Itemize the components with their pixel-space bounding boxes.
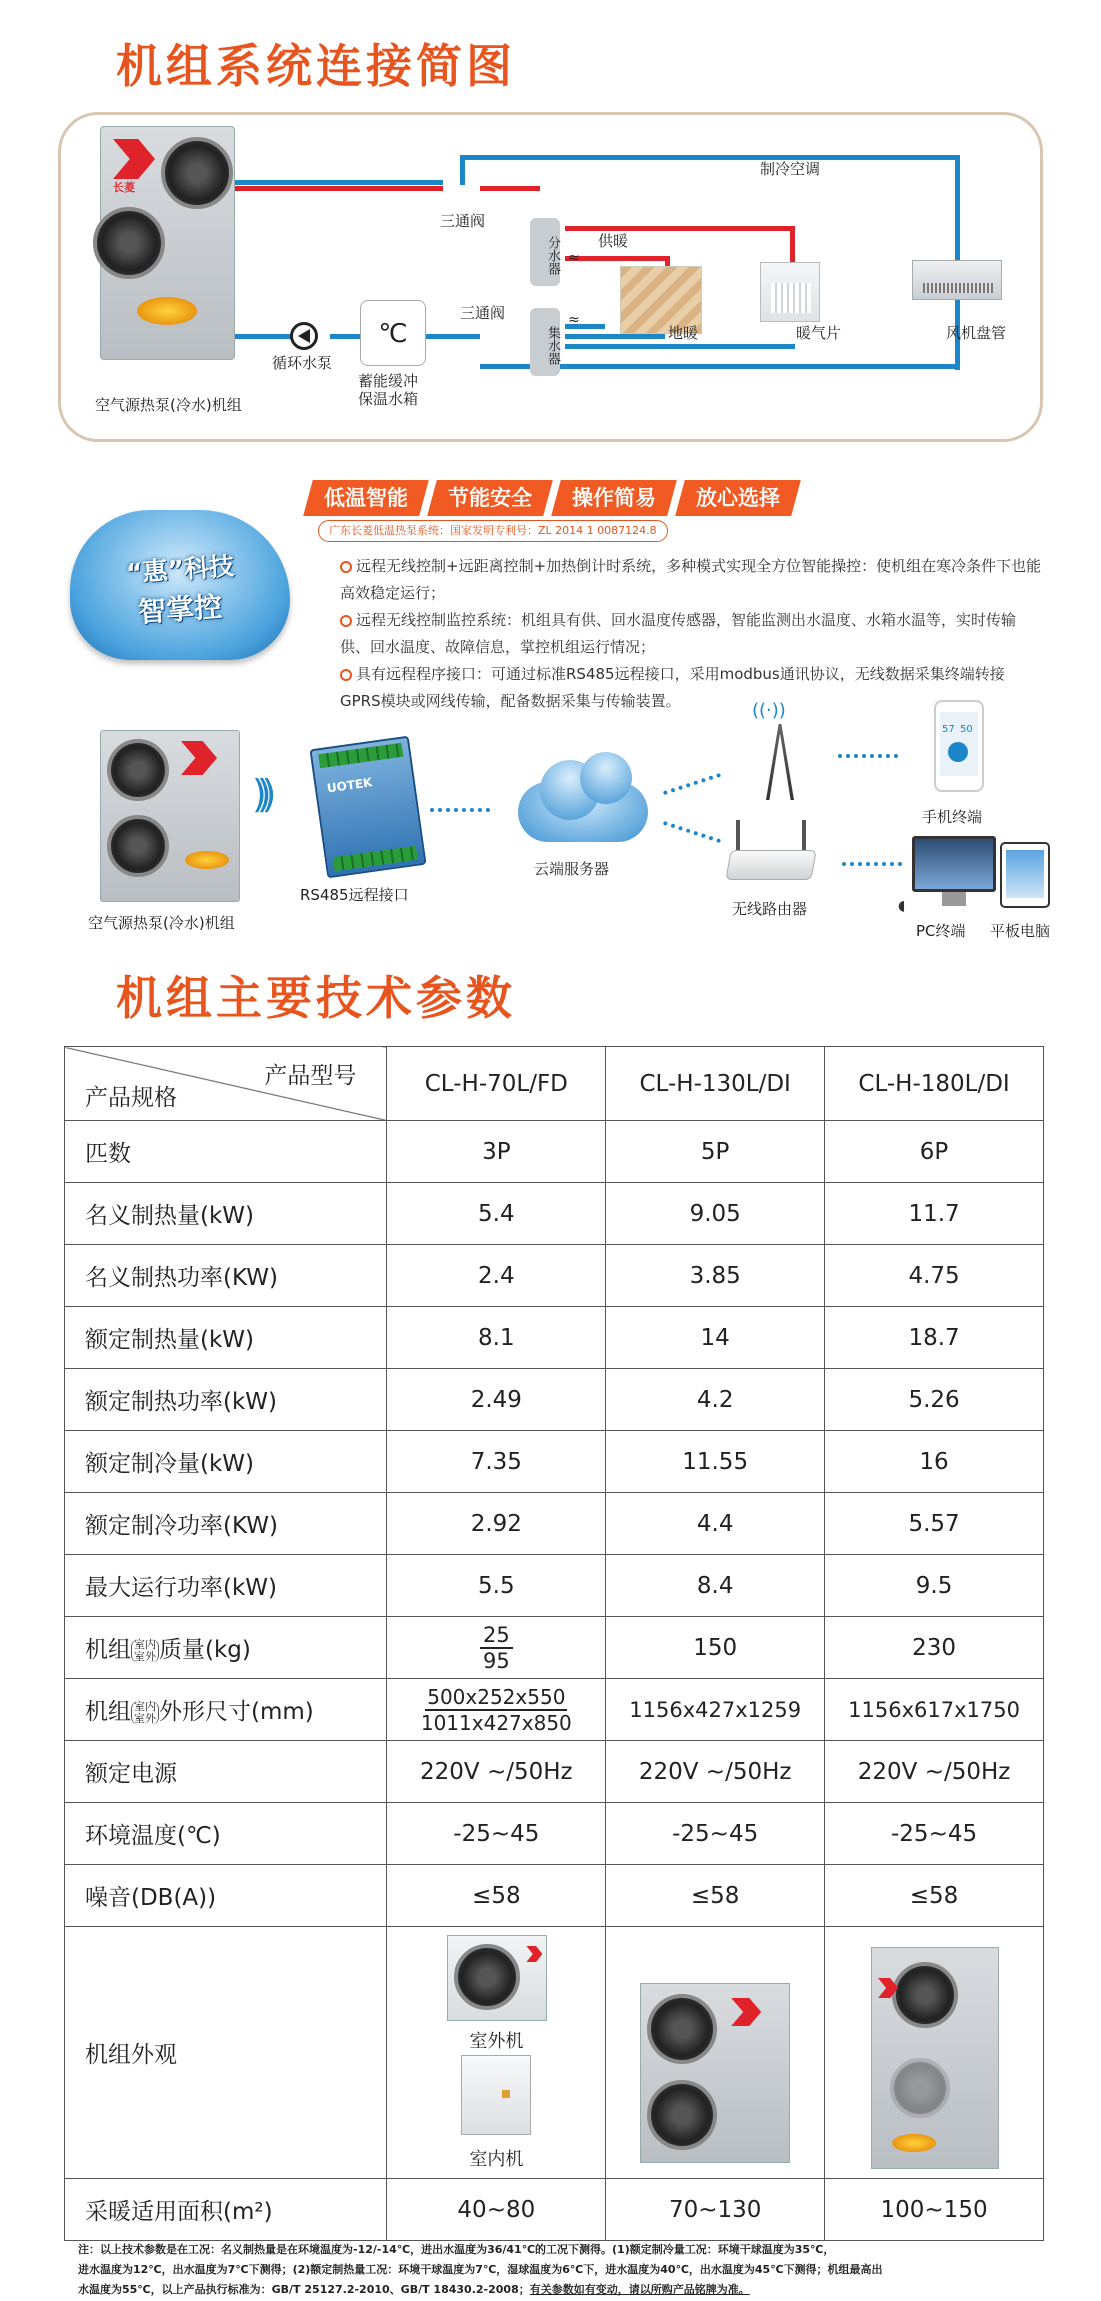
table-row — [65, 1307, 1044, 1369]
router-icon — [728, 820, 814, 880]
table-cell: 18.7 — [825, 1307, 1044, 1369]
connection-arrow — [663, 773, 721, 795]
row-label: 额定制冷功率(KW) — [65, 1493, 387, 1555]
table-row — [65, 1679, 1044, 1741]
feature-tag: 节能安全 — [427, 480, 553, 516]
outdoor-label: 室外机 — [469, 2031, 524, 2052]
table-cell: -25~45 — [606, 1803, 825, 1865]
bullet-icon — [340, 615, 352, 627]
row-label: 额定制冷量(kW) — [65, 1431, 387, 1493]
table-cell: 1156x427x1259 — [606, 1679, 825, 1741]
table-cell: 14 — [606, 1307, 825, 1369]
spec-table — [64, 1046, 1044, 2241]
badge-line-1: “惠”科技 — [125, 551, 235, 588]
feature-tag: 操作简易 — [551, 480, 677, 516]
model-header: CL-H-70L/FD — [387, 1047, 606, 1121]
table-header-row — [65, 1047, 1044, 1121]
table-row — [65, 1617, 1044, 1679]
rs485-module-image: UOTEK — [309, 736, 426, 879]
floor-heating-label: 地暖 — [668, 324, 699, 342]
bullet-icon — [340, 561, 352, 573]
appearance-cell — [825, 1927, 1044, 2179]
table-cell: 4.4 — [606, 1493, 825, 1555]
table-row — [65, 1555, 1044, 1617]
cooling-label: 制冷空调 — [760, 160, 821, 178]
return-pipe — [235, 334, 295, 339]
table-cell: 5.57 — [825, 1493, 1044, 1555]
table-row — [65, 1865, 1044, 1927]
table-cell: 8.1 — [387, 1307, 606, 1369]
heat-pump-unit-image — [100, 730, 240, 902]
table-cell: -25~45 — [825, 1803, 1044, 1865]
table-row — [65, 1741, 1044, 1803]
pc-label: PC终端 — [916, 922, 966, 940]
table-cell: 3.85 — [606, 1245, 825, 1307]
fan-icon — [890, 2058, 950, 2118]
fan-icon — [107, 815, 169, 877]
brand-label: 长菱 — [113, 181, 135, 194]
water-collector: 集水器 — [530, 308, 560, 376]
table-cell: 8.4 — [606, 1555, 825, 1617]
fan-icon — [93, 207, 165, 279]
table-row — [65, 1121, 1044, 1183]
heating-label: 供暖 — [598, 232, 629, 250]
feature-tag: 放心选择 — [675, 480, 801, 516]
supply-pipe — [235, 180, 443, 185]
table-cell: 2.49 — [387, 1369, 606, 1431]
return-pipe — [425, 334, 480, 339]
energy-label-icon — [892, 2134, 936, 2152]
tech-badge — [70, 510, 290, 660]
brand-logo-icon — [526, 1946, 542, 1962]
table-cell: 230 — [825, 1617, 1044, 1679]
table-row — [65, 1803, 1044, 1865]
heat-pump-unit-image — [100, 126, 235, 360]
table-cell: 5.26 — [825, 1369, 1044, 1431]
row-label: 机组 室内 室外 质量(kg) — [65, 1617, 387, 1679]
unit-label: 空气源热泵(冷水)机组 — [95, 396, 242, 414]
model-header: CL-H-180L/DI — [825, 1047, 1044, 1121]
row-label: 最大运行功率(kW) — [65, 1555, 387, 1617]
router-label: 无线路由器 — [732, 900, 808, 918]
tablet-label: 平板电脑 — [990, 922, 1051, 940]
table-cell: ≤58 — [606, 1865, 825, 1927]
table-row — [65, 1927, 1044, 2179]
fan-coil-image — [912, 260, 1002, 300]
radiator-image — [760, 262, 820, 322]
table-row — [65, 1493, 1044, 1555]
row-label: 噪音(DB(A)) — [65, 1865, 387, 1927]
energy-label-icon — [137, 297, 197, 325]
fan-icon — [647, 2080, 717, 2150]
pump-label: 循环水泵 — [272, 354, 333, 372]
valve-top-label: 三通阀 — [440, 212, 486, 230]
heating-pipe — [565, 256, 665, 261]
fan-coil-label: 风机盘管 — [946, 324, 1007, 342]
table-cell: 150 — [606, 1617, 825, 1679]
network-unit-label: 空气源热泵(冷水)机组 — [88, 914, 235, 932]
return-pipe — [565, 344, 795, 349]
header-model-label: 产品型号 — [264, 1063, 357, 1089]
buffer-tank-icon: ℃ — [360, 300, 426, 366]
table-cell: 2.4 — [387, 1245, 606, 1307]
table-row — [65, 1431, 1044, 1493]
phone-icon: 57 50 — [934, 700, 984, 792]
table-cell: 9.5 — [825, 1555, 1044, 1617]
mouse-icon: ◖ — [898, 898, 906, 914]
brand-logo-icon — [113, 139, 155, 179]
header-spec-label: 产品规格 — [85, 1085, 177, 1111]
heating-pipe — [480, 186, 540, 191]
brand-logo-icon — [731, 1998, 761, 2026]
pump-icon — [290, 322, 318, 350]
table-cell: 25 95 — [387, 1617, 606, 1679]
table-row — [65, 1183, 1044, 1245]
flow-wave-icon: ≈ — [568, 250, 580, 266]
table-cell: 4.2 — [606, 1369, 825, 1431]
connection-arrow — [842, 862, 902, 866]
tank-label-2: 保温水箱 — [358, 390, 419, 408]
row-label: 采暖适用面积(m²) — [65, 2179, 387, 2241]
row-label: 环境温度(℃) — [65, 1803, 387, 1865]
table-cell: -25~45 — [387, 1803, 606, 1865]
flow-wave-icon: ≈ — [568, 312, 580, 328]
pc-icon — [912, 836, 996, 908]
table-row — [65, 1245, 1044, 1307]
cooling-pipe — [460, 155, 960, 160]
table-cell: 6P — [825, 1121, 1044, 1183]
table-cell: 220V ~/50Hz — [606, 1741, 825, 1803]
row-label: 额定制热量(kW) — [65, 1307, 387, 1369]
row-label: 额定制热功率(kW) — [65, 1369, 387, 1431]
valve-bottom-label: 三通阀 — [460, 304, 506, 322]
energy-label-icon — [185, 851, 229, 869]
connection-arrow — [663, 821, 721, 843]
table-row — [65, 1369, 1044, 1431]
supply-pipe — [235, 186, 443, 191]
unit-image-130 — [640, 1983, 790, 2163]
table-cell: 7.35 — [387, 1431, 606, 1493]
feature-item: 远程无线控制+远距离控制+加热倒计时系统，多种模式实现全方位智能操控：使机组在寒冷条件下也能高效稳定运行； — [340, 557, 1042, 602]
indoor-unit-image — [461, 2055, 531, 2135]
table-cell: 4.75 — [825, 1245, 1044, 1307]
badge-line-2: 智掌控 — [137, 590, 224, 629]
table-cell: 220V ~/50Hz — [387, 1741, 606, 1803]
cloud-server-icon — [518, 752, 648, 842]
brand-logo-icon — [181, 741, 217, 775]
wireless-signal-icon: ))) — [252, 772, 267, 816]
header-corner-cell — [65, 1047, 387, 1121]
fan-icon — [892, 1962, 958, 2028]
fan-icon — [161, 137, 233, 209]
table-cell: 70~130 — [606, 2179, 825, 2241]
connection-arrow — [430, 808, 490, 812]
radiator-label: 暖气片 — [796, 324, 842, 342]
outdoor-unit-image — [447, 1935, 547, 2021]
feature-item: 远程无线控制监控系统：机组具有供、回水温度传感器，智能监测出水温度、水箱水温等，实时传输供、回水温度、故障信息，掌控机组运行情况； — [340, 611, 1017, 656]
table-cell: 2.92 — [387, 1493, 606, 1555]
cloud-server-label: 云端服务器 — [534, 860, 610, 878]
rs485-label: RS485远程接口 — [300, 886, 409, 904]
table-cell: 100~150 — [825, 2179, 1044, 2241]
table-row — [65, 2179, 1044, 2241]
footnote: 注：以上技术参数是在工况：名义制热量是在环境温度为-12/-14℃，进出水温度为36/41℃的工况下测得。(1)额定制冷量工况：环境干球温度为35℃， 进水温度为12℃，出水温度为7℃下测得；(2)额定制热量工况：环境干球温度为7℃，湿球温度为6℃下，进水温度为40℃，出水温度为45℃下测得；机组最高出 水温度为55℃，以上产品执行标准为：GB/T 25127.2-2010、GB/T 18430.2-2008；有关参数如有变动，请以所购产品铭牌为准。 — [78, 2243, 883, 2296]
phone-label: 手机终端 — [922, 808, 983, 826]
table-cell: 5P — [606, 1121, 825, 1183]
fan-icon — [454, 1944, 520, 2010]
table-cell: 500x252x550 1011x427x850 — [387, 1679, 606, 1741]
table-cell: ≤58 — [387, 1865, 606, 1927]
patent-number: 广东长菱低温热泵系统：国家发明专利号：ZL 2014 1 0087124.8 — [318, 520, 668, 542]
signal-tower-icon: ((·)) — [752, 700, 808, 800]
table-cell: 220V ~/50Hz — [825, 1741, 1044, 1803]
table-cell: ≤58 — [825, 1865, 1044, 1927]
return-pipe — [330, 334, 362, 339]
bullet-icon — [340, 669, 352, 681]
cooling-pipe — [460, 155, 465, 185]
table-cell: 9.05 — [606, 1183, 825, 1245]
water-distributor: 分水器 — [530, 218, 560, 286]
row-label: 额定电源 — [65, 1741, 387, 1803]
appearance-cell — [606, 1927, 825, 2179]
row-label: 名义制热量(kW) — [65, 1183, 387, 1245]
table-cell: 11.7 — [825, 1183, 1044, 1245]
table-cell: 16 — [825, 1431, 1044, 1493]
unit-image-180 — [871, 1947, 999, 2169]
connection-arrow — [838, 754, 898, 758]
table-cell: 5.5 — [387, 1555, 606, 1617]
table-cell: 1156x617x1750 — [825, 1679, 1044, 1741]
model-header: CL-H-130L/DI — [606, 1047, 825, 1121]
row-label: 机组外观 — [65, 1927, 387, 2179]
feature-item: 具有远程程序接口：可通过标准RS485远程接口，采用modbus通讯协议，无线数据采集终端转接GPRS模块或网线传输，配备数据采集与传输装置。 — [340, 665, 1005, 710]
feature-tag: 低温智能 — [303, 480, 429, 516]
table-cell: 5.4 — [387, 1183, 606, 1245]
table-cell: 40~80 — [387, 2179, 606, 2241]
section-title-specs: 机组主要技术参数 — [116, 971, 516, 1025]
tablet-icon — [1000, 842, 1050, 908]
row-label: 匹数 — [65, 1121, 387, 1183]
section-title-diagram: 机组系统连接简图 — [116, 39, 516, 93]
row-label: 机组 室内 室外 外形尺寸(mm) — [65, 1679, 387, 1741]
row-label: 名义制热功率(KW) — [65, 1245, 387, 1307]
fan-icon — [647, 1994, 717, 2064]
indoor-label: 室内机 — [469, 2149, 524, 2170]
return-pipe — [565, 334, 665, 339]
table-cell: 11.55 — [606, 1431, 825, 1493]
fan-icon — [107, 739, 169, 801]
appearance-cell — [387, 1927, 606, 2179]
tank-label-1: 蓄能缓冲 — [358, 372, 419, 390]
table-cell: 3P — [387, 1121, 606, 1183]
